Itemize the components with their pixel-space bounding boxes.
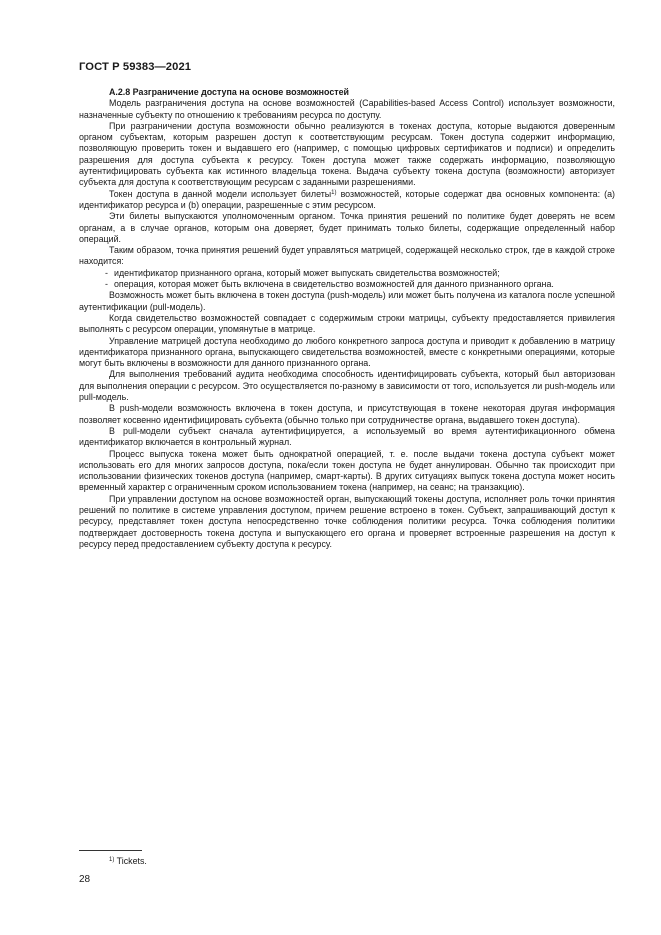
document-header: ГОСТ Р 59383—2021 [79,61,192,73]
paragraph-3-start: Токен доступа в данной модели использует билеты [109,188,332,199]
footnote-mark: 1) [109,857,115,863]
list-dash: - [105,267,108,278]
paragraph-11: В pull-модели субъект сначала аутентифицируется, а используемый во время аутентификационного обмена идентификатор включается в контрольный журнал. [79,425,615,448]
list-item-text: идентификатор признанного органа, который может выпускать свидетельства возможностей; [114,267,500,278]
paragraph-10: В push-модели возможность включена в токен доступа, и присутствующая в токене некоторая другая информация позволяет косвенно идентифицировать субъекта (обычно только при сотрудничестве органа, выдавшего токен доступа). [79,403,615,425]
footnote [109,856,147,866]
paragraph-9: Для выполнения требований аудита необходима способность идентифицировать субъекта, который был авторизован для выполнения операции с ресурсом. Это осуществляется по-разному в зависимости от того, используется ли push-модель или pull-модель. [79,369,615,403]
paragraph-2: При разграничении доступа возможности обычно реализуются в токенах доступа, которые выдаются доверенным органом субъектам, которым разрешен доступ к соответствующим ресурсам. Токен доступа содержит информацию, позволяющую проверить токен и выдавшего его (например, с помощью цифровых сертификатов и подписи) и определить разрешения для доступа субъекта к ресурсу. Токен доступа может также содержать информацию, позволяющую аутентифицировать субъекта как истинного владельца токена. Выдача субъекту токена доступа (возможности) авторизует субъекта для доступа к соответствующим ресурсам с заданными разрешениями. [79,120,615,188]
paragraph-4: Эти билеты выпускаются уполномоченным органом. Точка принятия решений по политике будет доверять не всем органам, а в случае органов, которым она доверяет, будет принимать только билеты, содержащие определенный набор операций. [79,211,615,244]
paragraph-3-end: возможностей, которые содержат два основных компонента: (a) идентификатор ресурса и (b) операции, разрешенные с этим ресурсом. [79,188,615,210]
paragraph-13: При управлении доступом на основе возможностей орган, выпускающий токены доступа, исполняет роль точки принятия решений по политике в системе управления доступом, причем решение встроено в токен. Субъект, запрашивающий доступ к ресурсу, представляет токен доступа непосредственно точке соблюдения политики ресурса. Точка соблюдения политики подтверждает достоверность токена доступа и выпускающего его органа и проверяет встроенные разрешения на доступ к ресурсу перед предоставлением субъекту доступа к ресурсу. [79,493,615,549]
list-item [79,279,615,290]
section-heading: А.2.8 Разграничение доступа на основе возможностей [109,87,349,97]
paragraph-6: Возможность может быть включена в токен доступа (push-модель) или может быть получена из каталога после успешной аутентификации (pull-модель). [79,290,615,312]
paragraph-8: Управление матрицей доступа необходимо до любого конкретного запроса доступа и приводит к добавлению в матрицу идентификатора признанного органа, выпускающего свидетельства возможностей, вместе с конкретными операциями, которые могут быть включены в возможности для данного признанного органа. [79,335,615,369]
footnote-text: Tickets. [114,856,147,866]
footnote-divider [79,850,142,851]
document-body [79,87,615,550]
page-number: 28 [79,874,91,885]
paragraph-5: Таким образом, точка принятия решений будет управляться матрицей, содержащей несколько строк, где в каждой строке находится: [79,245,615,267]
list-item [79,268,615,279]
paragraph-7: Когда свидетельство возможностей совпадает с содержимым строки матрицы, субъекту предоставляется привилегия выполнять с ресурсом операции, упомянутые в матрице. [79,312,615,335]
footnote-reference: 1) [331,189,337,196]
list-dash: - [105,279,108,290]
list-item-text: операция, которая может быть включена в свидетельство возможностей для данного признанного органа. [114,279,554,290]
paragraph-3 [79,189,615,212]
paragraph-1: Модель разграничения доступа на основе возможностей (Capabilities-based Access Control) использует возможности, назначенные субъекту по отношению к требованиям ресурса по доступу. [79,98,615,120]
paragraph-12: Процесс выпуска токена может быть однократной операцией, т. е. после выдачи токена доступа субъект может использовать его для многих запросов доступа, пока/если токен доступа не будет аннулирован. Обычно так происходит при использовании физических токенов доступа (например, смарт-карты). В других ситуациях выпуск токена доступа может носить временный характер с ограниченным сроком использованием токена (например, на сеанс; на транзакцию). [79,448,615,493]
